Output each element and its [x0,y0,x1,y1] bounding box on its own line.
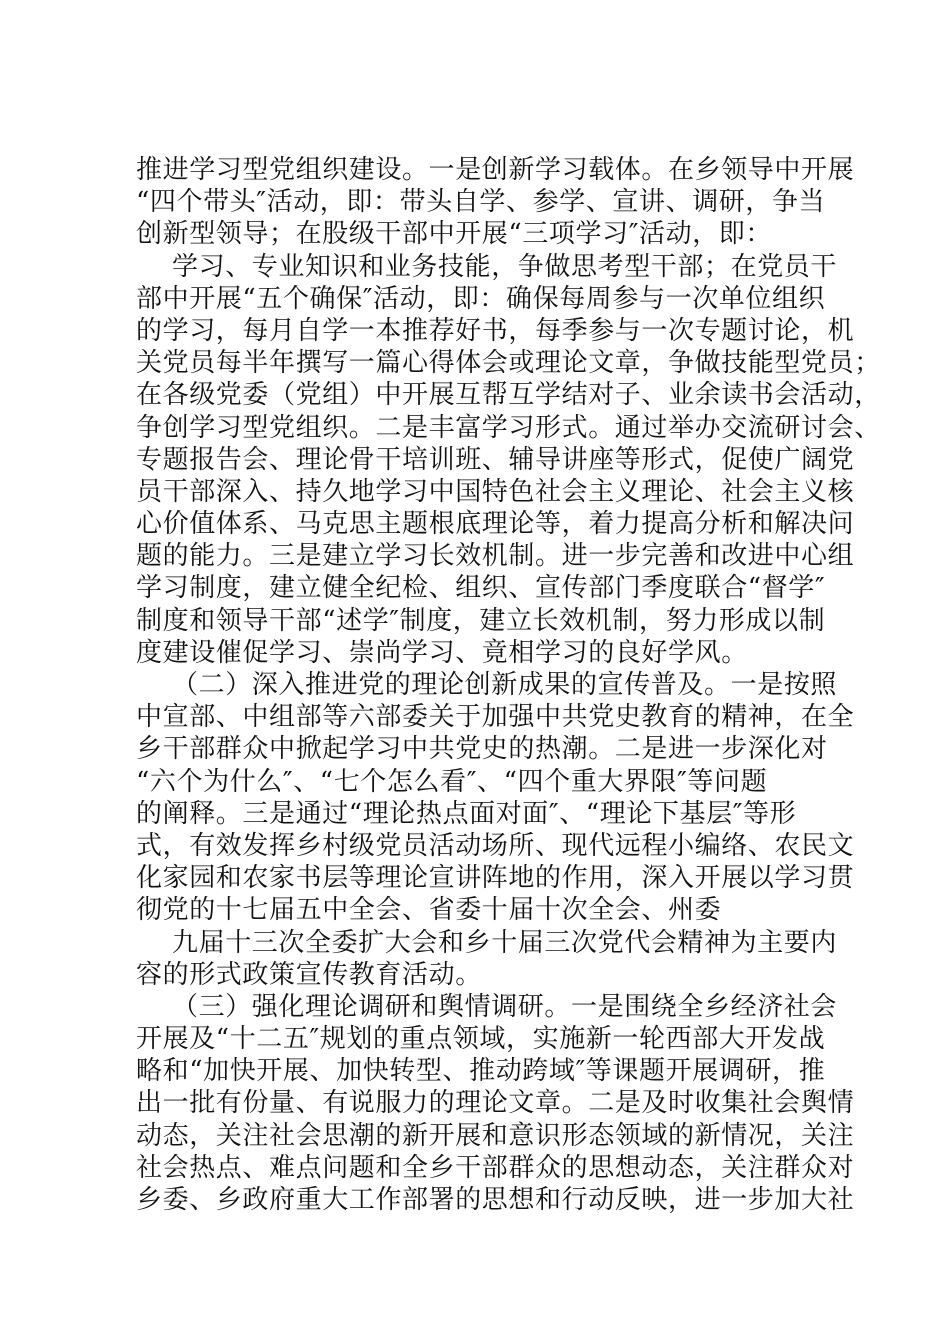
text-line: 略和“加快开展、加快转型、推动跨域″等课题开展调研，推 [136,1056,826,1087]
text-line: 乡委、乡政府重大工作部署的思想和行动反映，进一步加大社 [136,1185,855,1215]
text-line: 关党员每半年撰写一篇心得体会或理论文章，争做技能型党员； [136,348,881,379]
text-line: 动态，关注社会思潮的新开展和意识形态领域的新情况，关注 [136,1120,855,1151]
text-line: 的学习，每月自学一本推荐好书，每季参与一次专题讨论，机 [136,315,855,346]
text-line: （二）深入推进党的理论创新成果的宣传普及。一是按照 [172,670,838,700]
text-line: 员干部深入、持久地学习中国特色社会主义理论、社会主义核 [136,476,855,507]
text-line: 推进学习型党组织建设。一是创新学习载体。在乡领导中开展 [136,155,855,185]
text-line: 化家园和农家书层等理论宣讲阵地的作用，深入开展以学习贯 [136,863,855,894]
text-line: 容的形式政策宣传教育活动。 [136,959,482,990]
text-line: 乡干部群众中掀起学习中共党史的热潮。二是进一步深化对 [136,734,828,765]
text-line: （三）强化理论调研和舆情调研。一是围绕全乡经济社会 [172,991,838,1022]
text-line: 在各级党委（党组）中开展互帮互学结对子、业余读书会活动， [136,380,881,411]
text-line: “六个为什么″、“七个怎么看″、“四个重大界限″等问题 [136,766,768,797]
text-line: 制度和领导干部“述学″制度，建立长效机制，努力形成以制 [136,605,826,636]
text-line: 题的能力。三是建立学习长效机制。进一步完善和改进中心组 [136,541,855,572]
text-line: 度建设催促学习、崇尚学习、竟相学习的良好学风。 [136,637,748,668]
text-line: 的阐释。三是通过“理论热点面对面″、“理论下基层″等形 [136,798,797,829]
text-line: 专题报告会、理论骨干培训班、辅导讲座等形式，促使广阔党 [136,444,855,475]
text-line: 式，有效发挥乡村级党员活动场所、现代远程小编络、农民文 [136,830,855,861]
document-body-text [136,154,881,1216]
text-line: 心价值体系、马克思主题根底理论等，着力提高分析和解决问 [136,509,855,540]
text-line: 开展及“十二五″规划的重点领域，实施新一轮西部大开发战 [136,1024,826,1055]
text-line: “四个带头″活动，即：带头自学、参学、宣讲、调研，争当 [136,187,826,218]
text-line: 彻党的十七届五中全会、省委十届十次全会、州委 [136,895,722,926]
text-line: 社会热点、难点问题和全乡干部群众的思想动态，关注群众对 [136,1152,855,1183]
text-line: 学习、专业知识和业务技能，争做思考型干部；在党员干 [172,251,838,282]
text-line: 学习制度，建立健全纪检、组织、宣传部门季度联合“督学″ [136,573,826,604]
text-line: 九届十三次全委扩大会和乡十届三次党代会精神为主要内 [172,927,838,958]
text-line: 创新型领导；在股级干部中开展“三项学习″活动，即： [136,219,773,250]
text-line: 中宣部、中组部等六部委关于加强中共党史教育的精神，在全 [136,702,855,733]
text-line: 部中开展“五个确保″活动，即：确保每周参与一次单位组织 [136,283,826,314]
text-line: 争创学习型党组织。二是丰富学习形式。通过举办交流研讨会、 [136,412,881,443]
text-line: 出一批有份量、有说服力的理论文章。二是及时收集社会舆情 [136,1088,855,1119]
